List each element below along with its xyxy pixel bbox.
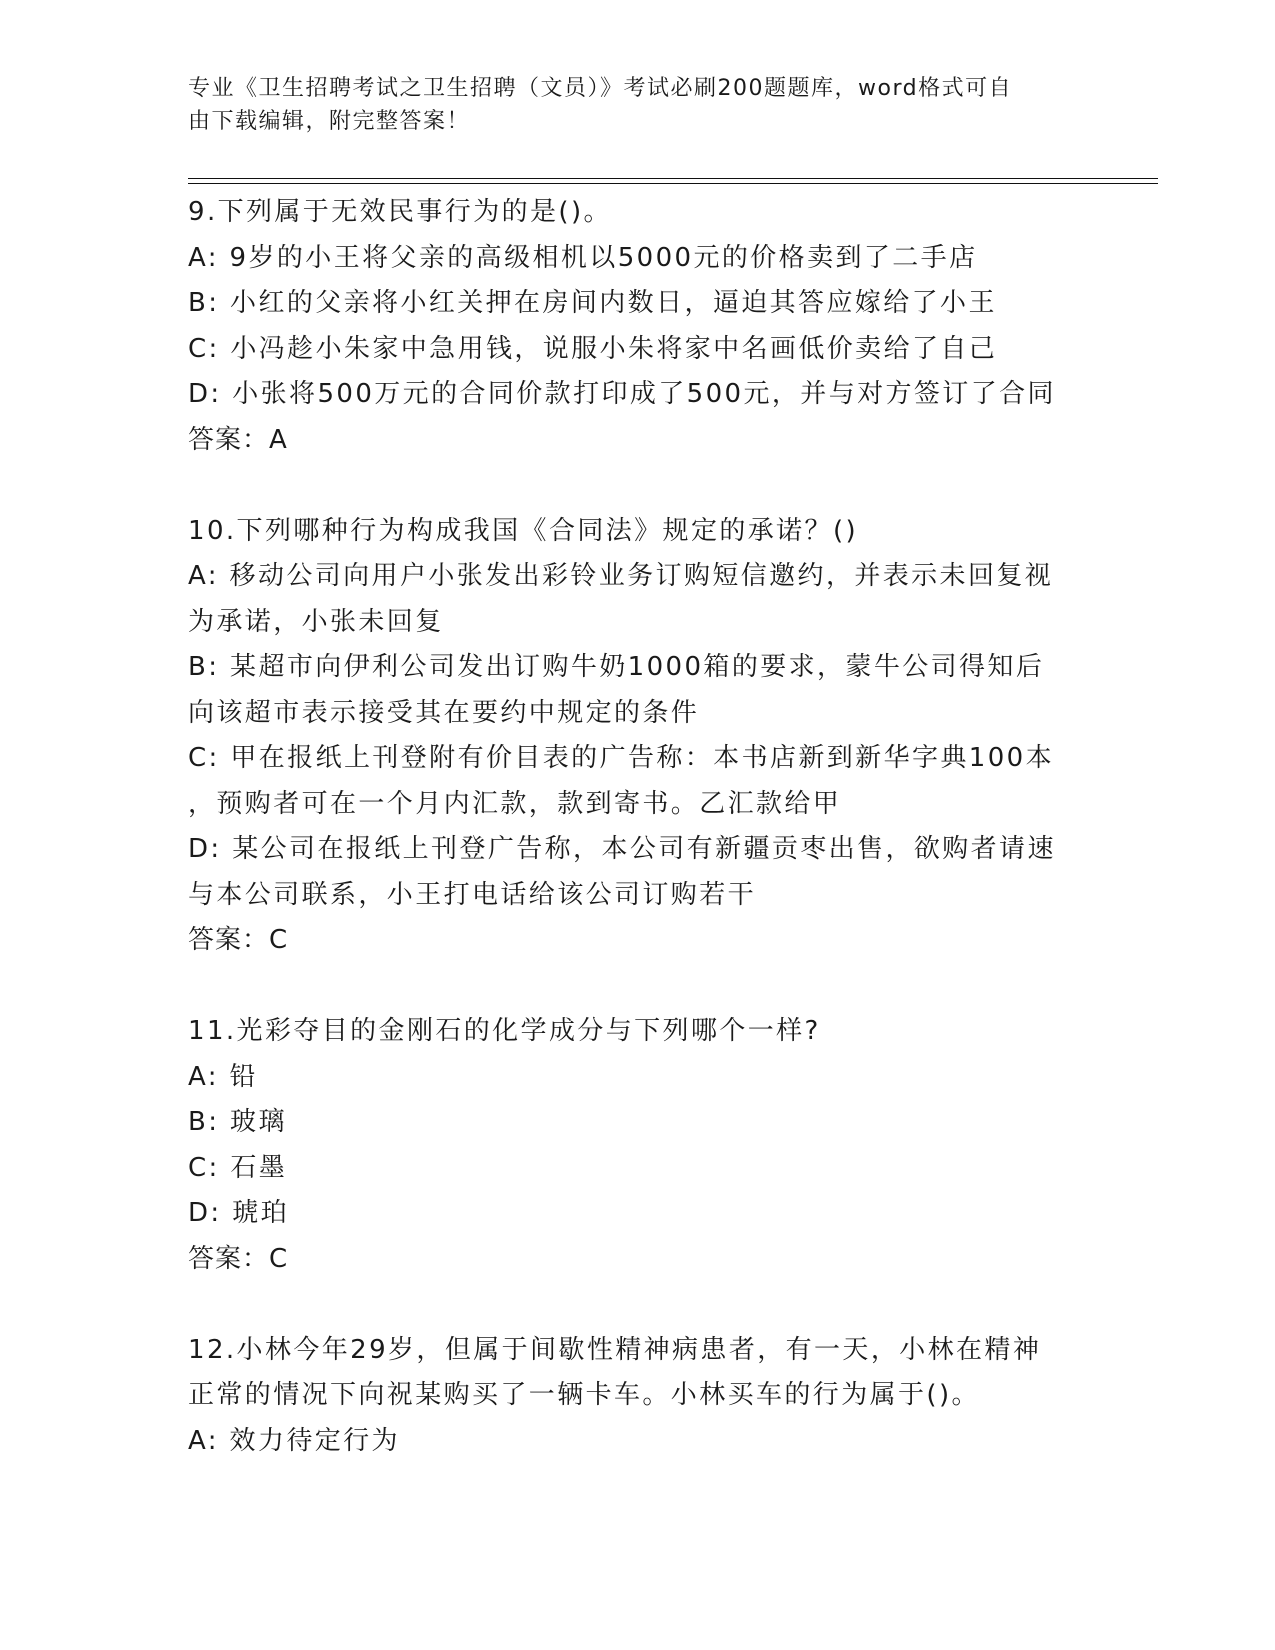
header-line-1: 专业《卫生招聘考试之卫生招聘（文员）》考试必刷200题题库，word格式可自 xyxy=(188,76,1013,101)
document-header xyxy=(188,72,1068,138)
answer-option-line: B: 某超市向伊利公司发出订购牛奶1000箱的要求，蒙牛公司得知后 xyxy=(188,652,1045,682)
question-stem-line: 10.下列哪种行为构成我国《合同法》规定的承诺？() xyxy=(188,515,859,546)
answer-option-line: C: 甲在报纸上刊登附有价目表的广告称：本书店新到新华字典100本 xyxy=(188,743,1055,773)
question-spacer xyxy=(188,1282,1078,1328)
answer-option-line: ，预购者可在一个月内汇款，款到寄书。乙汇款给甲 xyxy=(188,788,842,819)
answer-option-line: D: 小张将500万元的合同价款打印成了500元，并与对方签订了合同 xyxy=(188,379,1056,409)
answer-option xyxy=(188,1055,1078,1101)
question-spacer xyxy=(188,463,1078,509)
answer-key: 答案：C xyxy=(188,925,289,955)
answer-key: 答案：C xyxy=(188,1243,289,1274)
answer-option xyxy=(188,236,1078,282)
answer-option xyxy=(188,372,1078,418)
question-block xyxy=(188,1328,1078,1465)
question-stem-line: 12.小林今年29岁，但属于间歇性精神病患者，有一天，小林在精神 xyxy=(188,1334,1042,1365)
question-stem-line: 9.下列属于无效民事行为的是()。 xyxy=(188,197,612,227)
answer-option xyxy=(188,1191,1078,1237)
header-line-2: 由下载编辑，附完整答案！ xyxy=(188,109,471,134)
answer-option-line: B: 玻璃 xyxy=(188,1107,287,1137)
question-stem-line: 正常的情况下向祝某购买了一辆卡车。小林买车的行为属于()。 xyxy=(188,1380,980,1410)
question-block xyxy=(188,1009,1078,1328)
answer-option-line: A: 效力待定行为 xyxy=(188,1425,400,1456)
answer-option-line: A: 移动公司向用户小张发出彩铃业务订购短信邀约，并表示未回复视 xyxy=(188,561,1054,591)
answer-option xyxy=(188,1146,1078,1192)
answer-option xyxy=(188,281,1078,327)
answer-key: 答案：A xyxy=(188,424,288,455)
question-stem-line: 11.光彩夺目的金刚石的化学成分与下列哪个一样? xyxy=(188,1016,821,1046)
answer-option-line: 与本公司联系，小王打电话给该公司订购若干 xyxy=(188,879,757,910)
answer-option xyxy=(188,1100,1078,1146)
question-spacer xyxy=(188,964,1078,1010)
answer-option-line: C: 石墨 xyxy=(188,1152,288,1183)
answer-option-line: A: 铅 xyxy=(188,1061,258,1092)
answer-option-line: C: 小冯趁小朱家中急用钱，说服小朱将家中名画低价卖给了自己 xyxy=(188,333,998,364)
answer-option xyxy=(188,327,1078,373)
header-divider-bottom xyxy=(188,183,1158,184)
answer-option xyxy=(188,1419,1078,1465)
answer-option-line: D: 琥珀 xyxy=(188,1198,290,1228)
question-block xyxy=(188,190,1078,509)
answer-option xyxy=(188,736,1078,827)
answer-option-line: B: 小红的父亲将小红关押在房间内数日，逼迫其答应嫁给了小王 xyxy=(188,288,997,318)
answer-option xyxy=(188,645,1078,736)
header-divider-top xyxy=(188,178,1158,179)
question-block xyxy=(188,509,1078,1010)
question-list xyxy=(188,190,1078,1464)
answer-option-line: 为承诺，小张未回复 xyxy=(188,606,444,637)
answer-option xyxy=(188,827,1078,918)
answer-option-line: D: 某公司在报纸上刊登广告称，本公司有新疆贡枣出售，欲购者请速 xyxy=(188,834,1056,864)
answer-option xyxy=(188,554,1078,645)
answer-option-line: 向该超市表示接受其在要约中规定的条件 xyxy=(188,697,700,728)
answer-option-line: A: 9岁的小王将父亲的高级相机以5000元的价格卖到了二手店 xyxy=(188,242,978,273)
